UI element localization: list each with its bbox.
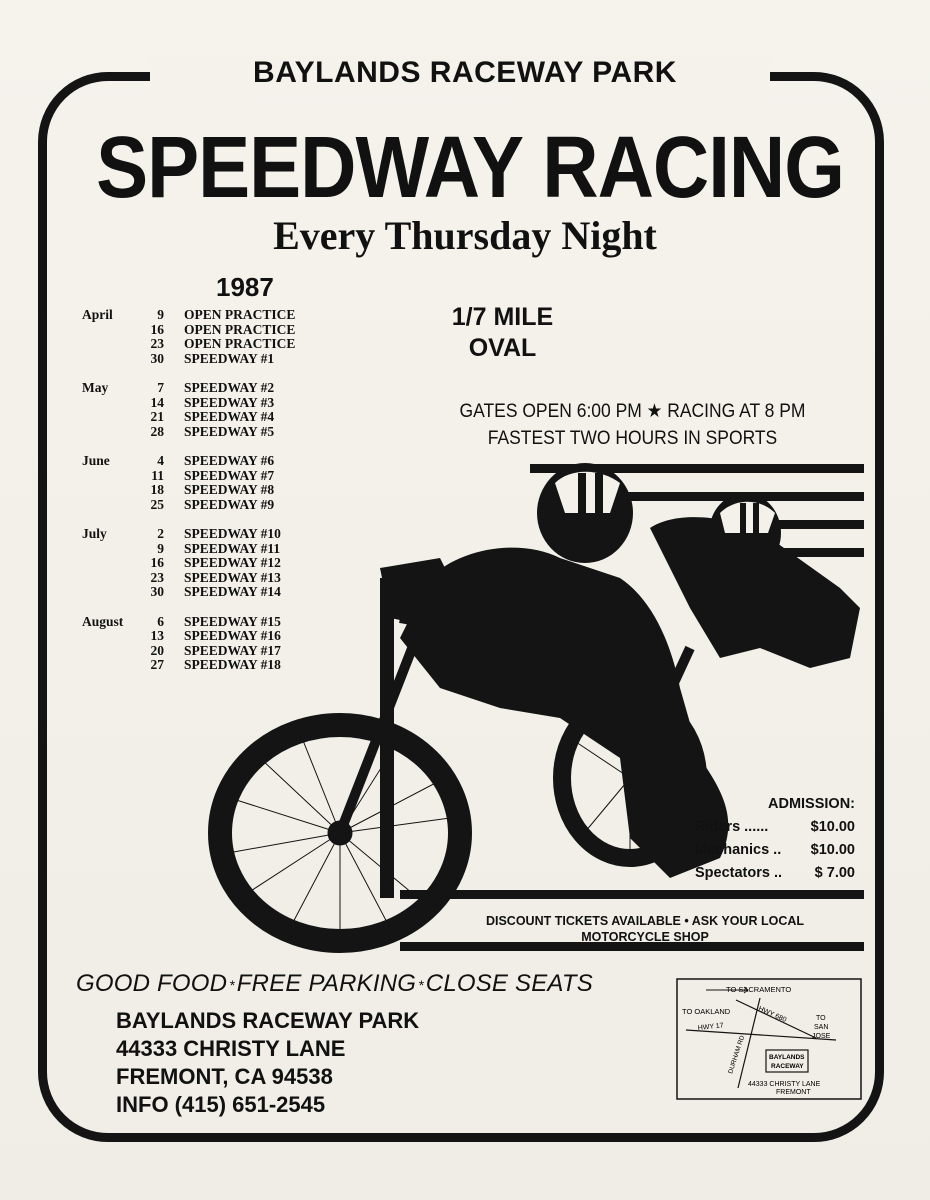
schedule-month: August: [82, 613, 124, 629]
schedule-month: [82, 483, 134, 498]
schedule-day: 30: [150, 584, 164, 599]
schedule-event: SPEEDWAY #7: [184, 467, 275, 483]
schedule-month: June: [82, 453, 110, 468]
label-map-address-1: 44333 CHRISTY LANE: [748, 1081, 821, 1088]
schedule-month: [82, 337, 134, 352]
schedule-day: 14: [150, 394, 164, 410]
schedule-event: SPEEDWAY #1: [184, 350, 275, 366]
schedule-day: 18: [150, 482, 164, 497]
schedule-month: May: [82, 380, 109, 395]
price-row: [695, 816, 855, 839]
schedule-month: [82, 629, 134, 644]
season-year: 1987: [216, 272, 274, 302]
schedule-month: [82, 571, 134, 586]
schedule-event: SPEEDWAY #18: [184, 657, 281, 672]
label-to-sacramento: TO SACRAMENTO: [726, 985, 792, 994]
label-jose: JOSE: [812, 1033, 831, 1040]
track-info: [405, 302, 600, 364]
month-group: [82, 381, 342, 439]
schedule-event: SPEEDWAY #6: [184, 453, 275, 468]
schedule-row: [82, 425, 342, 440]
speedway-riders-illustration: [200, 458, 870, 968]
discount-line-2: MOTORCYCLE SHOP: [581, 930, 709, 944]
schedule-event: SPEEDWAY #12: [184, 555, 281, 570]
price-label: Spectators ..: [695, 865, 783, 881]
schedule-event: SPEEDWAY #9: [184, 496, 275, 512]
schedule-day: 2: [157, 526, 164, 541]
schedule-row: [82, 352, 342, 367]
schedule-day: 27: [150, 657, 164, 672]
price-value: $10.00: [810, 842, 855, 858]
schedule-row: [82, 337, 342, 352]
schedule-day: 9: [157, 307, 164, 322]
schedule-month: [82, 469, 134, 484]
venue-address: [116, 1007, 419, 1119]
directions-map: [676, 978, 862, 1100]
schedule-row: [82, 323, 342, 338]
schedule-event: SPEEDWAY #15: [184, 613, 281, 629]
schedule-month: April: [82, 307, 113, 322]
schedule-month: [82, 542, 134, 557]
gates-slogan: FASTEST TWO HOURS IN SPORTS: [487, 428, 778, 449]
price-row: [695, 839, 855, 862]
discount-line-1: DISCOUNT TICKETS AVAILABLE • ASK YOUR LOCAL: [485, 914, 805, 928]
gates-info: [419, 398, 847, 452]
label-map-address-2: FREMONT: [776, 1089, 811, 1096]
price-value: $10.00: [810, 819, 855, 835]
schedule-month: [82, 585, 134, 600]
schedule-day: 9: [157, 540, 164, 556]
park-name-header: BAYLANDS RACEWAY PARK: [253, 56, 677, 89]
schedule-day: 11: [151, 467, 164, 483]
schedule-event: OPEN PRACTICE: [184, 321, 296, 337]
admission-prices: [695, 793, 855, 885]
rider-helmets: [537, 463, 781, 573]
amenity-food: GOOD FOOD: [76, 970, 228, 997]
schedule-month: July: [82, 526, 107, 541]
schedule-event: SPEEDWAY #16: [184, 628, 281, 643]
schedule-event: SPEEDWAY #11: [184, 540, 281, 556]
schedule-event: SPEEDWAY #5: [184, 423, 275, 439]
schedule-month: [82, 425, 134, 440]
schedule-row: [82, 381, 342, 396]
schedule-day: 21: [150, 409, 164, 424]
flyer-title: SPEEDWAY RACING: [96, 117, 844, 217]
schedule-day: 6: [157, 613, 164, 629]
label-venue-2: RACEWAY: [771, 1063, 804, 1070]
month-group: [82, 308, 342, 366]
schedule-day: 16: [150, 321, 164, 337]
schedule-event: OPEN PRACTICE: [184, 307, 296, 322]
schedule-row: [82, 396, 342, 411]
track-shape: OVAL: [468, 334, 537, 362]
address-name: BAYLANDS RACEWAY PARK: [116, 1008, 420, 1033]
asterisk-separator: *: [229, 976, 235, 993]
price-row: [695, 862, 855, 885]
amenity-parking: FREE PARKING: [236, 970, 417, 997]
admission-header: ADMISSION:: [768, 796, 855, 812]
schedule-event: SPEEDWAY #3: [184, 394, 275, 410]
label-venue-1: BAYLANDS: [769, 1054, 805, 1061]
label-to-oakland: TO OAKLAND: [682, 1007, 731, 1016]
schedule-event: SPEEDWAY #17: [184, 642, 281, 658]
schedule-event: SPEEDWAY #14: [184, 584, 281, 599]
schedule-day: 25: [150, 496, 164, 512]
schedule-month: [82, 556, 134, 571]
schedule-day: 30: [150, 350, 164, 366]
schedule-event: SPEEDWAY #2: [184, 380, 275, 395]
schedule-event: SPEEDWAY #4: [184, 409, 275, 424]
amenity-seats: CLOSE SEATS: [425, 970, 593, 997]
schedule-event: SPEEDWAY #10: [184, 526, 281, 541]
schedule-event: OPEN PRACTICE: [184, 336, 296, 351]
schedule-day: 23: [150, 336, 164, 351]
schedule-month: [82, 396, 134, 411]
schedule-month: [82, 323, 134, 338]
address-city: FREMONT, CA 94538: [116, 1064, 333, 1089]
schedule-month: [82, 658, 134, 673]
schedule-event: SPEEDWAY #13: [184, 569, 281, 585]
schedule-day: 28: [150, 423, 164, 439]
price-label: Mechanics ..: [695, 842, 782, 858]
track-length: 1/7 MILE: [451, 303, 554, 331]
schedule-row: [82, 410, 342, 425]
address-street: 44333 CHRISTY LANE: [116, 1036, 346, 1061]
price-value: $ 7.00: [814, 865, 855, 881]
schedule-event: SPEEDWAY #8: [184, 482, 275, 497]
label-durham-rd: DURHAM RD: [727, 1034, 747, 1075]
schedule-month: [82, 352, 134, 367]
schedule-day: 16: [150, 555, 164, 570]
price-label: Riders ......: [695, 819, 769, 835]
flyer-subtitle: Every Thursday Night: [273, 213, 657, 258]
asterisk-separator: *: [418, 976, 424, 993]
schedule-month: [82, 498, 134, 513]
label-to: TO: [816, 1015, 826, 1022]
address-info-phone: INFO (415) 651-2545: [116, 1092, 326, 1117]
amenities-line: [76, 970, 593, 998]
schedule-month: [82, 410, 134, 425]
schedule-day: 13: [150, 628, 164, 643]
label-hwy-17: HWY 17: [697, 1022, 725, 1032]
schedule-day: 7: [157, 380, 164, 395]
label-san: SAN: [814, 1024, 829, 1031]
schedule-day: 20: [150, 642, 164, 658]
discount-notice: [430, 913, 860, 945]
label-hwy-680: HWY 680: [757, 1005, 788, 1024]
schedule-month: [82, 644, 134, 659]
schedule-day: 4: [157, 453, 164, 468]
schedule-row: [82, 308, 342, 323]
schedule-day: 23: [150, 569, 164, 585]
gates-times: GATES OPEN 6:00 PM ★ RACING AT 8 PM: [459, 401, 806, 422]
